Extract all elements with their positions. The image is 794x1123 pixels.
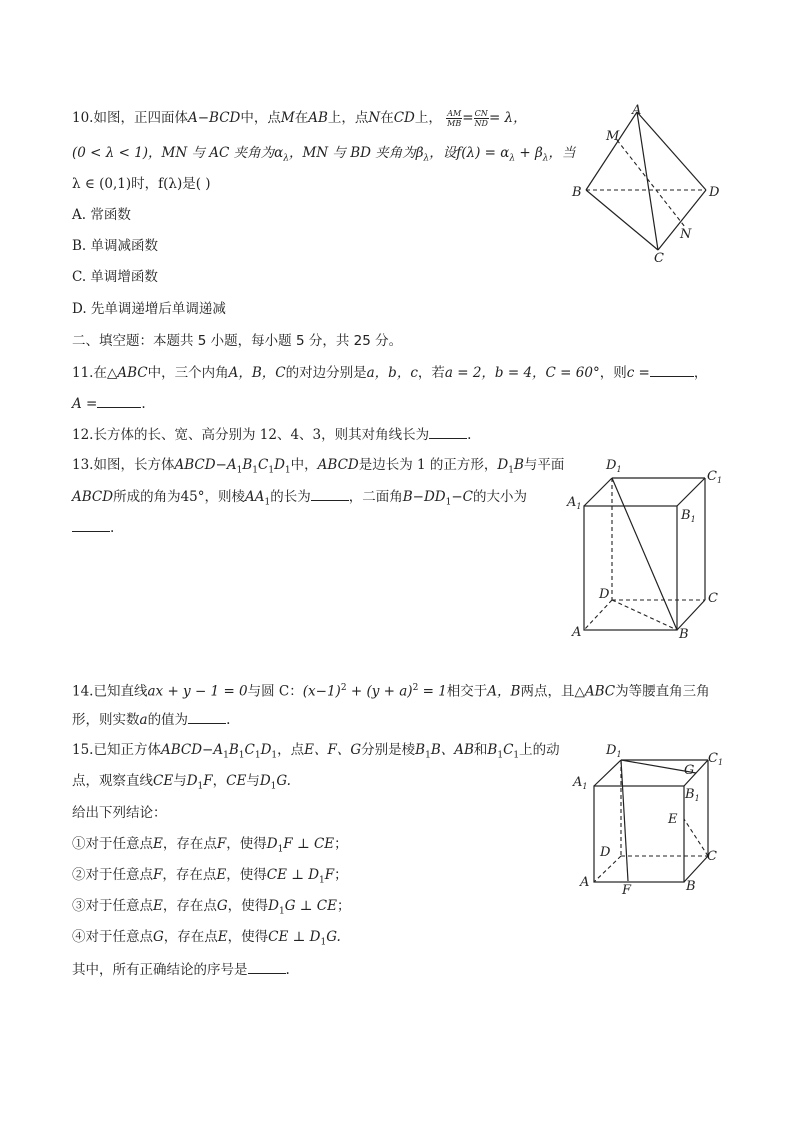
fig15-label-g: G — [684, 763, 695, 778]
q15-final: 其中，所有正确结论的序号是 . — [72, 959, 290, 980]
fig15-label-e: E — [668, 812, 678, 827]
cuboid-figure — [562, 452, 734, 644]
fraction-cn-nd: $\frac{CN}{ND}$ — [474, 109, 488, 128]
q10-line1: 10.如图，正四面体A−BCD中，点M在AB上，点N在CD上， $\frac{AM}{MB}$ = $\frac{CN}{ND}$ = λ， — [72, 109, 527, 128]
q15-blank[interactable] — [248, 959, 286, 974]
q11-line2: A = . — [72, 393, 146, 414]
q14-line2: 形，则实数a的值为 . — [72, 709, 230, 730]
q15-statement-1: ①对于任意点E，存在点F，使得$D_1F$ ⊥ CE； — [72, 836, 348, 855]
q13-line1: 13.如图，长方体$ABCD-A_1B_1C_1D_1$中，ABCD是边长为 1 的正方形，$D_1B$与平面 — [72, 457, 565, 476]
q12-blank[interactable] — [429, 424, 467, 439]
fig13-label-a: A — [572, 625, 582, 640]
q15-statement-3: ③对于任意点E，存在点G，使得$D_1G$ ⊥ CE； — [72, 898, 351, 917]
tetrahedron-figure — [565, 100, 735, 265]
q13-blank-angle[interactable] — [72, 517, 110, 532]
q15-statement-4: ④对于任意点G，存在点E，使得CE ⊥ $D_1G$. — [72, 929, 341, 948]
q15-given: 给出下列结论： — [72, 805, 167, 821]
fig13-label-c1: $C_1$ — [707, 469, 723, 485]
fig10-label-d: D — [709, 185, 720, 200]
q14-line1: 14.已知直线ax + y − 1 = 0与圆 C：$(x-1)^2 + (y + a)^2 = 1$相交于A，B两点，且△ABC为等腰直角三角 — [72, 683, 710, 700]
cube-figure — [562, 740, 734, 900]
q10-line2: (0 < λ < 1)，MN 与 AC 夹角为$\alpha_\lambda$，MN 与 BD 夹角为$\beta_\lambda$，设$f(\lambda) = \alpha_\lambda + \beta_\lambda$，当 — [72, 145, 576, 164]
fig10-label-a: A — [632, 103, 642, 118]
fraction-am-mb: $\frac{AM}{MB}$ — [447, 109, 462, 128]
fig13-label-b1: $B_1$ — [681, 508, 696, 524]
fig15-label-d1: $D_1$ — [606, 743, 622, 759]
fig13-label-b: B — [679, 627, 689, 642]
q11-blank-c[interactable] — [650, 362, 694, 377]
fig13-label-a1: $A_1$ — [567, 495, 582, 511]
fig15-label-a1: $A_1$ — [573, 775, 588, 791]
q15-line1: 15.已知正方体$ABCD-A_1B_1C_1D_1$，点E、F、G分别是棱$B_1B$、AB和$B_1C_1$上的动 — [72, 742, 560, 761]
q12-line: 12.长方体的长、宽、高分别为 12、4、3，则其对角线长为 . — [72, 424, 471, 445]
fig15-label-c1: $C_1$ — [708, 751, 724, 767]
q10-option-d: D. 先单调递增后单调递减 — [72, 301, 226, 317]
q14-blank[interactable] — [188, 709, 226, 724]
section-2-heading: 二、填空题：本题共 5 小题，每小题 5 分，共 25 分。 — [72, 333, 403, 349]
q13-line2: ABCD所成的角为45°，则棱$AA_1$的长为 ，二面角$B-DD_1-C$的大小为 — [72, 486, 527, 513]
q11-blank-a[interactable] — [97, 393, 141, 408]
fig13-label-d: D — [599, 587, 610, 602]
q13-blank-aa1[interactable] — [311, 486, 349, 501]
q15-line2: 点，观察直线CE与$D_1F$，CE与$D_1G$. — [72, 773, 291, 792]
q13-line3: . — [72, 517, 114, 538]
q10-line3: λ ∈ (0,1)时，f(λ)是( ) — [72, 176, 211, 192]
fig15-label-a: A — [580, 875, 590, 890]
fig15-label-f: F — [622, 883, 632, 898]
fig10-label-m: M — [606, 129, 620, 144]
fig15-label-b: B — [686, 879, 696, 894]
fig13-label-c: C — [708, 591, 718, 606]
q10-option-a: A. 常函数 — [72, 207, 131, 223]
q10-option-b: B. 单调减函数 — [72, 238, 159, 254]
fig15-label-d: D — [600, 845, 611, 860]
fig10-label-c: C — [654, 251, 664, 265]
q10-option-c: C. 单调增函数 — [72, 269, 158, 285]
q11-line1: 11.在△ABC中，三个内角A，B，C的对边分别是a，b，c，若a = 2，b = 4，C = 60°，则c = ， — [72, 362, 707, 383]
fig10-label-n: N — [680, 227, 692, 242]
q15-statement-2: ②对于任意点F，存在点E，使得CE ⊥ $D_1F$； — [72, 867, 348, 886]
fig10-label-b: B — [572, 185, 582, 200]
fig15-label-c: C — [707, 849, 717, 864]
fig13-label-d1: $D_1$ — [606, 458, 622, 474]
fig15-label-b1: $B_1$ — [685, 787, 700, 803]
